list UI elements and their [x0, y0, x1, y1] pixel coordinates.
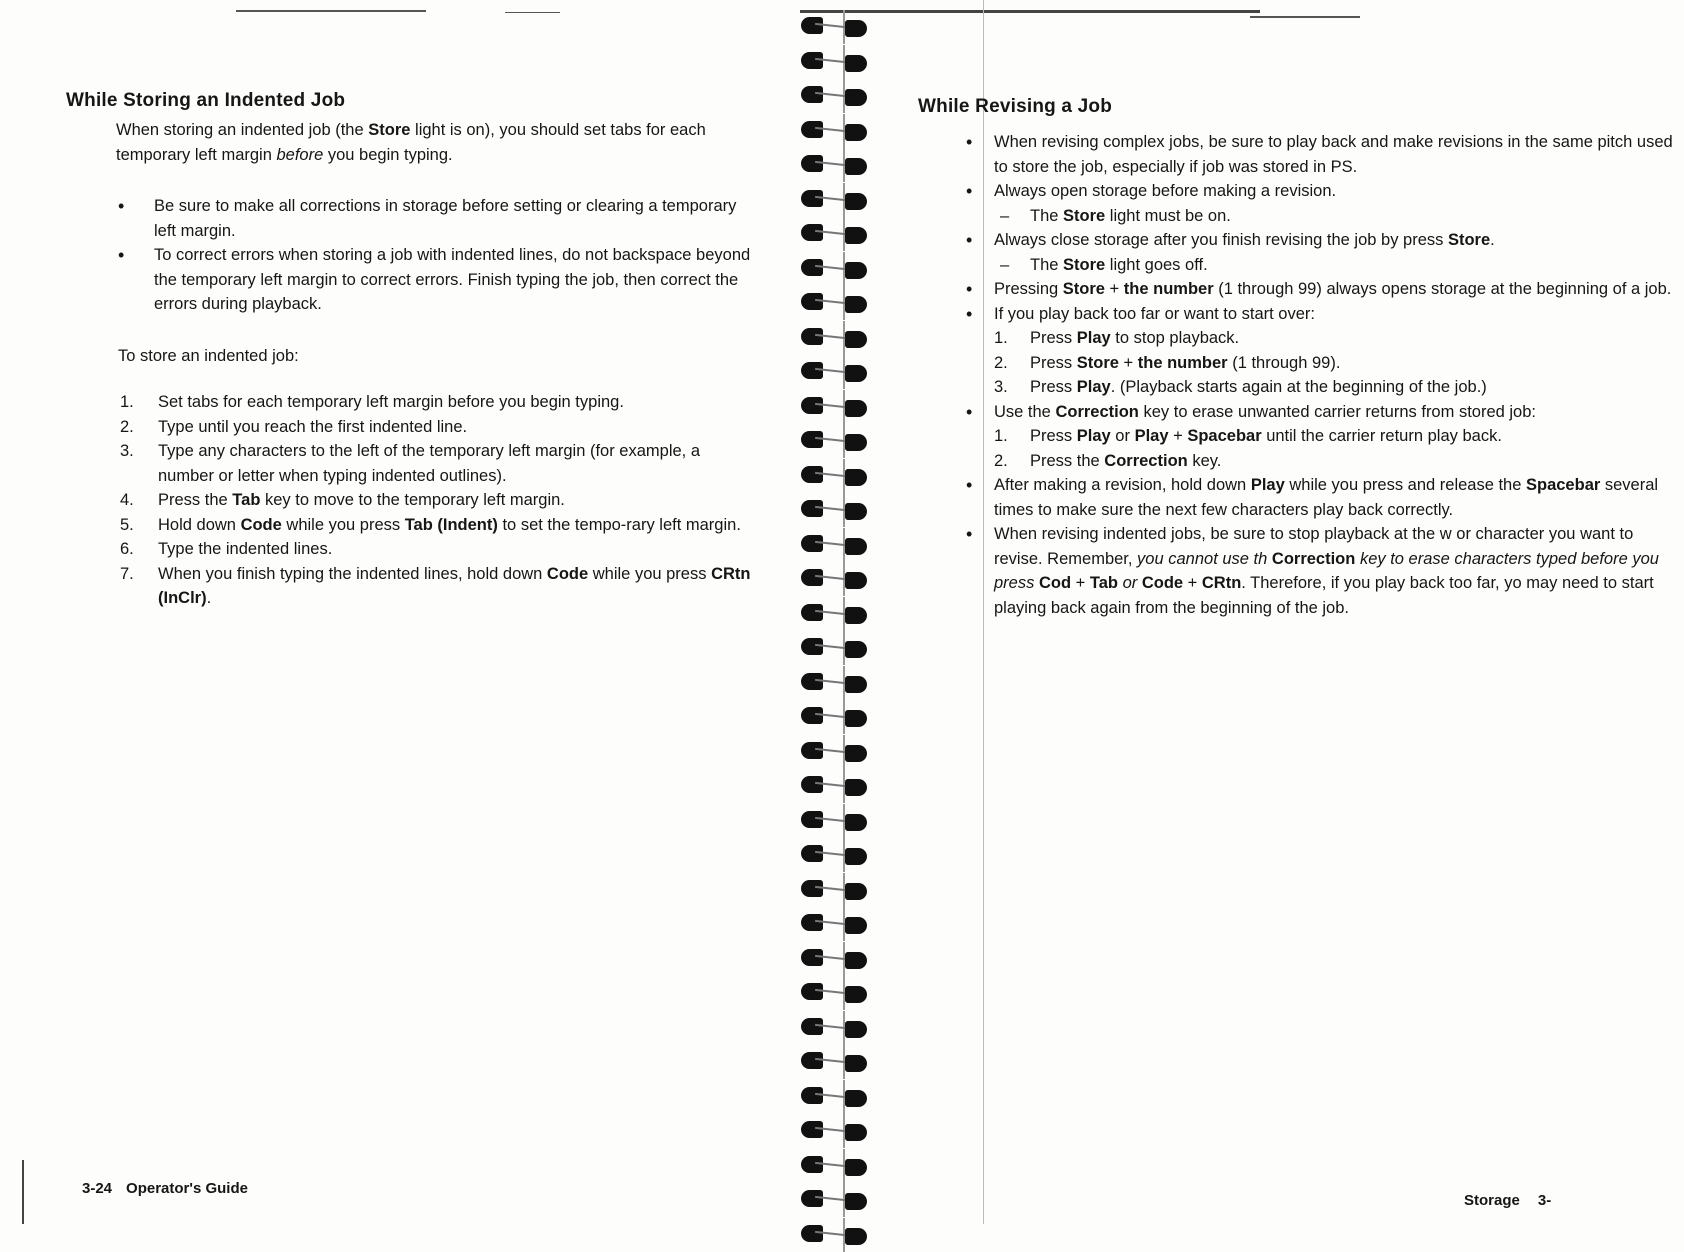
- binding-coil: [795, 217, 879, 251]
- revision-tips-list: [994, 130, 1684, 620]
- binding-coil: [795, 597, 879, 631]
- text-run: .: [206, 589, 212, 607]
- binding-coil: [795, 45, 879, 79]
- binding-coil: [795, 286, 879, 320]
- book-title: Operator's Guide: [126, 1180, 248, 1197]
- text-run: Hold down: [158, 515, 241, 534]
- text-run: To correct errors when storing a job with indented lines, do not backspace beyond the temporary left margin to correct errors. Finish typing the job, then correct the errors during playback.: [154, 246, 751, 313]
- sub-item-marker: 2.: [994, 451, 1008, 470]
- text-run: .: [1490, 231, 1495, 249]
- binding-coil: [795, 907, 879, 941]
- text-run: Press: [1030, 427, 1077, 445]
- sub-list: [994, 204, 1684, 229]
- list-item: [994, 228, 1684, 277]
- text-run: key to move to the temporary left margin.: [260, 491, 565, 509]
- binding-coil: [795, 252, 879, 286]
- text-run: +: [1071, 574, 1090, 592]
- text-run: Be sure to make all corrections in storage before setting or clearing a temporary left margin.: [154, 197, 737, 240]
- step-number: 2.: [120, 417, 134, 436]
- text-run: When revising complex jobs, be sure to play back and make revisions in the same pitch used to store the job, especially if job was stored in PS.: [994, 133, 1673, 176]
- sub-item: [994, 326, 1684, 351]
- sub-list: [994, 326, 1684, 400]
- text-run: Tab (Indent): [404, 515, 498, 534]
- step-item: [120, 415, 760, 440]
- sub-item: [994, 351, 1684, 376]
- binding-coil: [795, 1149, 879, 1183]
- list-item: [994, 130, 1684, 179]
- step-item: [120, 562, 760, 611]
- text-run: Press: [1030, 378, 1077, 396]
- list-item: [994, 400, 1684, 474]
- binding-coil: [795, 528, 879, 562]
- page-number: 3-: [1537, 1192, 1552, 1209]
- text-run: key to erase unwanted carrier returns from stored job:: [1138, 402, 1536, 421]
- page-title: While Revising a Job: [918, 96, 1113, 117]
- text-run: Pressing: [994, 280, 1063, 298]
- page-number: 3-24: [82, 1180, 113, 1197]
- text-run: Correction: [1271, 549, 1356, 568]
- spiral-binding: [795, 0, 885, 1224]
- text-run: light must be on.: [1105, 206, 1231, 225]
- binding-coil: [795, 562, 879, 596]
- list-item: [994, 302, 1684, 400]
- steps-list: [120, 390, 760, 611]
- text-run: you cannot use th: [1137, 549, 1268, 568]
- text-run: Store: [1076, 353, 1119, 372]
- text-run: Store: [1063, 255, 1106, 274]
- text-run: you begin typing.: [323, 145, 453, 164]
- text-run: +: [1104, 280, 1124, 298]
- sub-list: [994, 253, 1684, 278]
- sub-item-marker: 2.: [994, 353, 1008, 372]
- sub-item-marker: 1.: [994, 427, 1008, 445]
- text-run: Use the: [994, 402, 1056, 421]
- text-run: to set the tempo-rary left margin.: [497, 515, 741, 534]
- step-item: [120, 513, 760, 538]
- text-run: before: [276, 145, 324, 164]
- text-run: Play: [1076, 329, 1111, 347]
- text-run: The: [1030, 206, 1064, 225]
- text-run: Always close storage after you finish revising the job by press: [994, 231, 1448, 249]
- text-run: the number: [1123, 280, 1214, 298]
- text-run: Press the: [158, 491, 233, 509]
- binding-coil: [795, 10, 879, 44]
- text-run: CRtn (InClr): [158, 564, 751, 607]
- sub-item-marker: 1.: [994, 329, 1008, 347]
- tips-list: [116, 194, 756, 317]
- page-title: While Storing an Indented Job: [66, 90, 346, 111]
- step-number: 5.: [120, 515, 134, 534]
- text-run: or: [1110, 427, 1135, 445]
- text-run: while you press: [281, 515, 405, 534]
- list-item: [116, 194, 756, 243]
- text-run: Press: [1030, 353, 1077, 372]
- text-run: Tab: [232, 491, 261, 509]
- step-number: 3.: [120, 442, 134, 460]
- right-page: [890, 0, 1673, 1224]
- text-run: Correction: [1104, 451, 1188, 470]
- page-footer: [1464, 1192, 1569, 1209]
- text-run: Type any characters to the left of the temporary left margin (for example, a number or letter when typing indented outlines).: [158, 442, 701, 485]
- text-run: light goes off.: [1105, 255, 1208, 274]
- sub-item-marker: 3.: [994, 378, 1008, 396]
- intro-paragraph: [116, 118, 746, 167]
- text-run: Code: [1141, 574, 1184, 592]
- page-footer: [82, 1180, 262, 1197]
- binding-coil: [795, 735, 879, 769]
- text-run: (1 through 99) always opens storage at the beginning of a job.: [1213, 280, 1672, 298]
- binding-coil: [795, 459, 879, 493]
- text-run: Press the: [1030, 451, 1105, 470]
- sub-item-marker: –: [1000, 206, 1010, 225]
- text-run: +: [1118, 353, 1138, 372]
- sub-item: [994, 424, 1684, 449]
- text-run: When storing an indented job (the: [116, 121, 369, 139]
- list-item: [994, 277, 1684, 302]
- binding-coil: [795, 666, 879, 700]
- text-run: while you press and release the: [1284, 476, 1526, 494]
- text-run: Spacebar: [1187, 427, 1262, 445]
- text-run: If you play back too far or want to start over:: [994, 304, 1315, 323]
- text-run: Press: [1030, 329, 1077, 347]
- text-run: Code: [240, 515, 282, 534]
- text-run: Correction: [1055, 402, 1139, 421]
- text-run: +: [1168, 427, 1188, 445]
- binding-coil: [795, 355, 879, 389]
- binding-coil: [795, 148, 879, 182]
- text-run: key.: [1187, 451, 1222, 470]
- text-run: Code: [546, 564, 589, 583]
- text-run: Play: [1134, 427, 1169, 445]
- sub-item-marker: –: [1000, 255, 1010, 274]
- text-run: Type the indented lines.: [158, 540, 333, 558]
- binding-coil: [795, 79, 879, 113]
- section-title: Storage: [1464, 1192, 1520, 1209]
- binding-coil: [795, 942, 879, 976]
- binding-coil: [795, 114, 879, 148]
- text-run: Store: [368, 121, 411, 139]
- binding-coil: [795, 321, 879, 355]
- text-run: key to erase characters typed before you press: [994, 549, 1659, 592]
- binding-coil: [795, 769, 879, 803]
- sub-item: [994, 375, 1684, 400]
- step-item: [120, 390, 760, 415]
- binding-coil: [795, 1114, 879, 1148]
- binding-coil: [795, 873, 879, 907]
- text-run: Play: [1250, 476, 1285, 494]
- text-run: +: [1183, 574, 1202, 592]
- list-item: [994, 473, 1684, 522]
- binding-coil: [795, 631, 879, 665]
- binding-coil: [795, 838, 879, 872]
- binding-coil: [795, 183, 879, 217]
- text-run: Play: [1076, 378, 1111, 396]
- text-run: or: [1122, 574, 1138, 592]
- text-run: while you press: [588, 564, 712, 583]
- text-run: Cod: [1038, 574, 1072, 592]
- text-run: Play: [1076, 427, 1111, 445]
- steps-intro: To store an indented job:: [118, 347, 299, 365]
- text-run: Always open storage before making a revision.: [994, 182, 1337, 200]
- text-run: to stop playback.: [1110, 329, 1240, 347]
- binding-coil: [795, 700, 879, 734]
- binding-coil: [795, 804, 879, 838]
- text-run: Store: [1062, 280, 1105, 298]
- binding-coil: [795, 1080, 879, 1114]
- binding-coil: [795, 390, 879, 424]
- text-run: Spacebar: [1526, 476, 1601, 494]
- text-run: Store: [1447, 231, 1491, 249]
- text-run: Tab: [1089, 574, 1118, 592]
- step-number: 6.: [120, 540, 134, 558]
- binding-coil: [795, 976, 879, 1010]
- text-run: until the carrier return play back.: [1261, 427, 1502, 445]
- text-run: After making a revision, hold down: [994, 476, 1251, 494]
- binding-coil: [795, 493, 879, 527]
- list-item: [116, 243, 756, 317]
- text-run: Set tabs for each temporary left margin before you begin typing.: [158, 393, 624, 411]
- text-run: When revising indented jobs, be sure to stop playback at the w or character you want to revise. Remember,: [994, 525, 1634, 568]
- step-item: [120, 439, 760, 488]
- text-run: When you finish typing the indented lines, hold down: [158, 564, 547, 583]
- binding-coil: [795, 1011, 879, 1045]
- binding-coil: [795, 1183, 879, 1217]
- step-item: [120, 537, 760, 562]
- step-number: 4.: [120, 491, 134, 509]
- text-run: CRtn: [1201, 574, 1242, 592]
- step-number: 1.: [120, 393, 134, 411]
- text-run: . (Playback starts again at the beginning of the job.): [1110, 378, 1487, 396]
- sub-item: [994, 253, 1684, 278]
- text-run: The: [1030, 255, 1064, 274]
- step-item: [120, 488, 760, 513]
- binding-coil: [795, 1218, 879, 1252]
- text-run: several times to make sure the next few characters play back correctly.: [994, 476, 1659, 519]
- step-number: 7.: [120, 564, 134, 583]
- binding-coil: [795, 424, 879, 458]
- binding-coil: [795, 1045, 879, 1079]
- list-item: [994, 522, 1684, 620]
- sub-list: [994, 424, 1684, 473]
- text-run: the number: [1137, 353, 1228, 372]
- text-run: light is on), you should set tabs for each temporary left margin: [116, 121, 706, 164]
- list-item: [994, 179, 1684, 228]
- sub-item: [994, 204, 1684, 229]
- sub-item: [994, 449, 1684, 474]
- text-run: (1 through 99).: [1227, 353, 1341, 372]
- text-run: Type until you reach the first indented line.: [158, 417, 468, 436]
- left-page: [0, 0, 790, 1224]
- text-run: Store: [1063, 206, 1106, 225]
- text-run: . Therefore, if you play back too far, yo may need to start playing back again from the beginning of the job.: [994, 574, 1654, 617]
